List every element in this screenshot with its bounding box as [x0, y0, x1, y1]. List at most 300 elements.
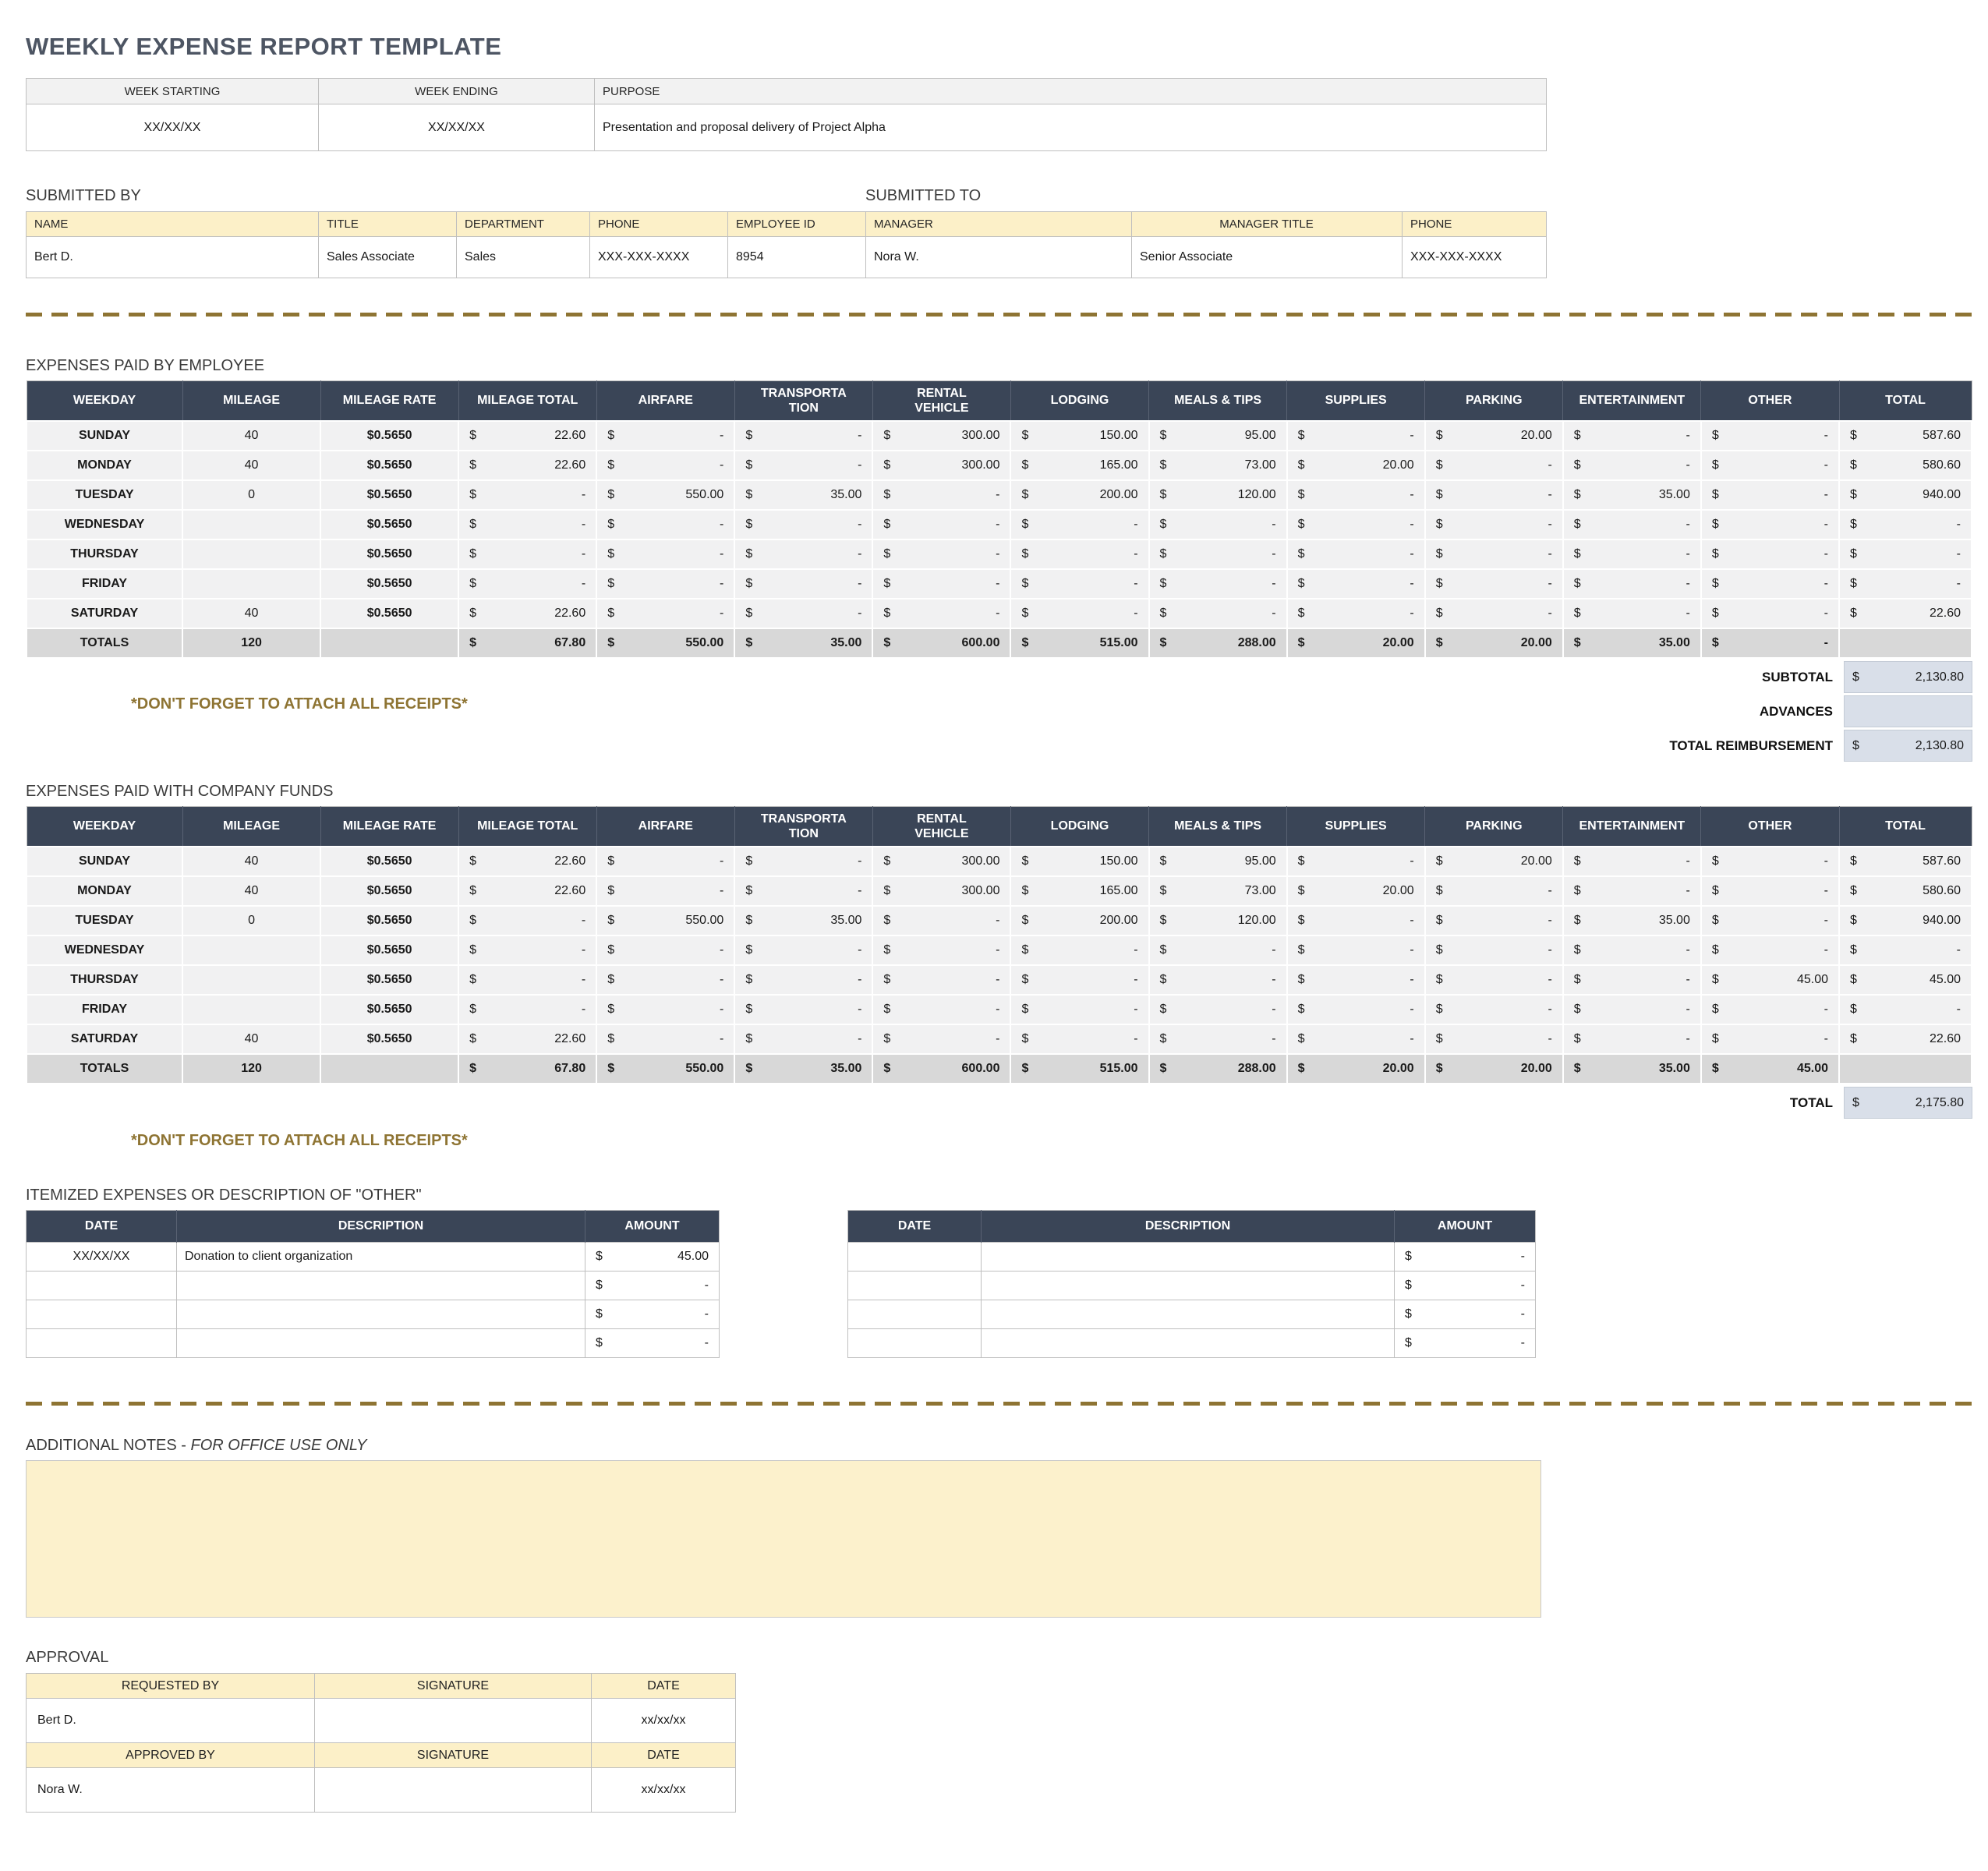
money-cell[interactable] [1839, 628, 1972, 658]
money-cell[interactable]: $ - [734, 995, 872, 1024]
money-cell[interactable] [1839, 1054, 1972, 1084]
money-cell[interactable]: $ 165.00 [1010, 876, 1148, 906]
dollar-sign: $ [1850, 429, 1857, 442]
money-cell[interactable]: $ - [458, 936, 596, 965]
mileage-rate-cell[interactable]: $0.5650 [320, 480, 458, 510]
report-page [26, 0, 1972, 1813]
summary-value-cell[interactable]: $ 2,130.80 [1844, 661, 1972, 693]
approval-signature-cell[interactable] [315, 1699, 592, 1743]
money-cell[interactable]: $ - [596, 936, 734, 965]
money-cell[interactable]: $ - [1287, 539, 1425, 569]
money-cell[interactable]: $ 22.60 [458, 599, 596, 628]
money-cell[interactable]: $ 45.00 [1701, 1054, 1839, 1084]
money-cell[interactable]: $ - [1425, 539, 1563, 569]
money-cell[interactable]: $ 150.00 [1010, 847, 1148, 876]
dollar-sign: $ [1711, 518, 1719, 531]
mileage-rate-cell[interactable]: $0.5650 [320, 936, 458, 965]
money-cell[interactable]: $ - [596, 876, 734, 906]
mileage-cell[interactable] [182, 539, 320, 569]
approval-signature-cell[interactable] [315, 1768, 592, 1813]
money-cell[interactable]: $ - [1563, 510, 1701, 539]
money-cell[interactable]: $ 95.00 [1149, 847, 1287, 876]
item-date-cell[interactable] [27, 1329, 177, 1358]
item-description-cell[interactable] [177, 1329, 585, 1358]
dollar-sign: $ [1159, 854, 1167, 868]
mileage-cell[interactable] [182, 995, 320, 1024]
money-cell[interactable]: $ - [1287, 847, 1425, 876]
item-description-cell[interactable] [177, 1300, 585, 1329]
money-cell[interactable]: $ - [1149, 995, 1287, 1024]
money-cell[interactable]: $ - [1425, 451, 1563, 480]
money-cell[interactable]: $ - [1563, 451, 1701, 480]
money-cell[interactable]: $ - [872, 995, 1010, 1024]
money-cell[interactable]: $ - [1287, 936, 1425, 965]
money-cell[interactable]: $ 940.00 [1839, 906, 1972, 936]
money-cell[interactable]: $ - [734, 421, 872, 451]
item-description-cell[interactable] [982, 1329, 1395, 1358]
money-cell[interactable]: $ - [872, 936, 1010, 965]
money-cell[interactable]: $ - [1839, 936, 1972, 965]
money-cell[interactable]: $ - [1425, 936, 1563, 965]
employee-expenses-label: EXPENSES PAID BY EMPLOYEE [26, 357, 265, 374]
manager-cell[interactable]: Nora W. [866, 237, 1132, 278]
money-cell[interactable]: $ 20.00 [1287, 1054, 1425, 1084]
money-cell[interactable]: $ - [1563, 421, 1701, 451]
money-cell[interactable]: $ - [458, 965, 596, 995]
dollar-sign: $ [745, 973, 753, 986]
money-cell[interactable]: $ - [1010, 1024, 1148, 1054]
money-cell[interactable]: $ 45.00 [1701, 965, 1839, 995]
money-cell[interactable]: $ - [1563, 995, 1701, 1024]
money-cell[interactable]: $ - [596, 847, 734, 876]
item-description-cell[interactable] [982, 1243, 1395, 1272]
approval-header-signature: SIGNATURE [315, 1743, 592, 1768]
money-cell[interactable]: $ 20.00 [1287, 628, 1425, 658]
mileage-cell[interactable] [182, 569, 320, 599]
money-cell[interactable]: $ - [872, 1024, 1010, 1054]
money-cell[interactable]: $ - [1563, 1024, 1701, 1054]
money-cell[interactable]: $ - [1010, 936, 1148, 965]
money-cell[interactable]: $ - [1287, 569, 1425, 599]
money-cell[interactable]: $ - [872, 965, 1010, 995]
money-cell[interactable]: $ - [596, 569, 734, 599]
dollar-sign: $ [883, 854, 891, 868]
money-cell[interactable]: $ 200.00 [1010, 480, 1148, 510]
dollar-sign: $ [1021, 1032, 1029, 1045]
money-cell[interactable]: $ 20.00 [1287, 876, 1425, 906]
weekday-cell[interactable]: MONDAY [27, 876, 182, 906]
money-cell[interactable]: $ 120.00 [1149, 480, 1287, 510]
money-cell[interactable]: $ - [1701, 628, 1839, 658]
dollar-sign: $ [1573, 607, 1581, 620]
money-cell[interactable]: $ - [1563, 599, 1701, 628]
name-cell[interactable]: Bert D. [27, 237, 319, 278]
money-cell[interactable]: $ - [1701, 539, 1839, 569]
mileage-rate-cell[interactable] [320, 628, 458, 658]
money-cell[interactable]: $ - [872, 480, 1010, 510]
money-cell[interactable]: $ - [1149, 599, 1287, 628]
manager-title-header: MANAGER TITLE [1132, 212, 1403, 237]
money-cell[interactable]: $ - [1425, 965, 1563, 995]
item-amount-cell[interactable]: $ - [585, 1300, 720, 1329]
receipts-note: *DON'T FORGET TO ATTACH ALL RECEIPTS* [131, 1132, 468, 1149]
money-cell[interactable]: $ - [1701, 847, 1839, 876]
mileage-cell[interactable]: 40 [182, 876, 320, 906]
purpose-cell[interactable]: Presentation and proposal delivery of Project Alpha [595, 104, 1547, 151]
money-cell[interactable]: $ - [1010, 965, 1148, 995]
money-cell[interactable]: $ - [596, 599, 734, 628]
mileage-rate-cell[interactable] [320, 1054, 458, 1084]
money-cell[interactable]: $ 22.60 [1839, 1024, 1972, 1054]
money-cell[interactable]: $ 515.00 [1010, 1054, 1148, 1084]
item-date-cell[interactable] [848, 1272, 982, 1300]
money-cell[interactable]: $ - [1287, 1024, 1425, 1054]
weekday-cell[interactable]: THURSDAY [27, 539, 182, 569]
money-cell[interactable]: $ - [458, 906, 596, 936]
money-cell[interactable]: $ - [1010, 539, 1148, 569]
money-cell[interactable]: $ 200.00 [1010, 906, 1148, 936]
item-date-cell[interactable] [848, 1243, 982, 1272]
money-cell[interactable]: $ - [1149, 965, 1287, 995]
money-cell[interactable]: $ - [734, 539, 872, 569]
money-cell[interactable]: $ - [458, 569, 596, 599]
money-cell[interactable]: $ - [1701, 569, 1839, 599]
employee-id-cell[interactable]: 8954 [728, 237, 866, 278]
money-cell[interactable]: $ - [1425, 599, 1563, 628]
money-cell[interactable]: $ 300.00 [872, 451, 1010, 480]
dollar-sign: $ [469, 973, 477, 986]
item-amount-cell[interactable]: $ 45.00 [585, 1243, 720, 1272]
money-cell[interactable]: $ 35.00 [734, 628, 872, 658]
money-cell[interactable]: $ - [1010, 510, 1148, 539]
money-cell[interactable]: $ - [872, 510, 1010, 539]
money-cell[interactable]: $ 35.00 [734, 480, 872, 510]
money-cell[interactable]: $ 587.60 [1839, 421, 1972, 451]
mileage-rate-cell[interactable]: $0.5650 [320, 539, 458, 569]
dollar-sign: $ [1021, 636, 1029, 649]
money-cell[interactable]: $ 45.00 [1839, 965, 1972, 995]
item-description-cell[interactable] [177, 1272, 585, 1300]
weekday-cell[interactable]: SATURDAY [27, 599, 182, 628]
money-cell[interactable]: $ - [596, 995, 734, 1024]
money-cell[interactable]: $ - [1287, 599, 1425, 628]
dollar-sign: $ [607, 488, 615, 501]
money-cell[interactable]: $ 120.00 [1149, 906, 1287, 936]
week-ending-cell[interactable]: XX/XX/XX [319, 104, 595, 151]
title-cell[interactable]: Sales Associate [319, 237, 457, 278]
mileage-cell[interactable]: 0 [182, 480, 320, 510]
money-cell[interactable]: $ - [1149, 1024, 1287, 1054]
summary-value-cell[interactable]: $ 2,130.80 [1844, 730, 1972, 762]
money-cell[interactable]: $ - [1287, 995, 1425, 1024]
phone-cell[interactable]: XXX-XXX-XXXX [590, 237, 728, 278]
money-cell[interactable]: $ 580.60 [1839, 876, 1972, 906]
item-amount-cell[interactable]: $ - [1395, 1300, 1536, 1329]
weekday-cell[interactable]: SUNDAY [27, 421, 182, 451]
dollar-sign: $ [1435, 1003, 1443, 1016]
money-cell[interactable]: $ 300.00 [872, 421, 1010, 451]
money-cell[interactable]: $ 550.00 [596, 480, 734, 510]
item-amount-cell[interactable]: $ - [1395, 1272, 1536, 1300]
money-cell[interactable]: $ - [1425, 510, 1563, 539]
mileage-cell[interactable]: 120 [182, 628, 320, 658]
money-cell[interactable]: $ - [1701, 906, 1839, 936]
approval-name-cell[interactable]: Nora W. [27, 1768, 315, 1813]
money-cell[interactable]: $ 35.00 [1563, 480, 1701, 510]
money-cell[interactable]: $ - [1701, 876, 1839, 906]
weekday-cell[interactable]: FRIDAY [27, 995, 182, 1024]
money-cell[interactable]: $ - [596, 965, 734, 995]
column-header-amount: AMOUNT [1395, 1211, 1536, 1243]
mileage-rate-cell[interactable]: $0.5650 [320, 906, 458, 936]
money-cell[interactable]: $ - [734, 936, 872, 965]
money-cell[interactable]: $ - [872, 539, 1010, 569]
money-cell[interactable]: $ - [1425, 480, 1563, 510]
money-cell[interactable]: $ 20.00 [1425, 847, 1563, 876]
money-cell[interactable]: $ - [1010, 995, 1148, 1024]
item-description-cell[interactable] [982, 1300, 1395, 1329]
dollar-sign: $ [469, 488, 477, 501]
money-cell[interactable]: $ - [1563, 936, 1701, 965]
approval-name-cell[interactable]: Bert D. [27, 1699, 315, 1743]
money-cell[interactable]: $ - [596, 510, 734, 539]
money-cell[interactable]: $ - [458, 480, 596, 510]
item-description-cell[interactable]: Donation to client organization [177, 1243, 585, 1272]
item-amount-cell[interactable]: $ - [585, 1272, 720, 1300]
money-cell[interactable]: $ 580.60 [1839, 451, 1972, 480]
money-cell[interactable]: $ - [1701, 599, 1839, 628]
mileage-rate-cell[interactable]: $0.5650 [320, 965, 458, 995]
department-cell[interactable]: Sales [457, 237, 590, 278]
money-cell[interactable]: $ - [1701, 936, 1839, 965]
mileage-rate-cell[interactable]: $0.5650 [320, 569, 458, 599]
mileage-rate-cell[interactable]: $0.5650 [320, 599, 458, 628]
money-cell[interactable]: $ 22.60 [458, 1024, 596, 1054]
item-date-cell[interactable] [27, 1272, 177, 1300]
dollar-sign: $ [607, 607, 615, 620]
money-cell[interactable]: $ - [1563, 965, 1701, 995]
money-cell[interactable]: $ - [1701, 451, 1839, 480]
money-cell[interactable]: $ - [1149, 539, 1287, 569]
money-cell[interactable]: $ 587.60 [1839, 847, 1972, 876]
weekday-cell[interactable]: TUESDAY [27, 906, 182, 936]
weekday-cell[interactable]: WEDNESDAY [27, 510, 182, 539]
money-cell[interactable]: $ - [734, 1024, 872, 1054]
dollar-sign: $ [607, 884, 615, 897]
money-cell[interactable]: $ - [1563, 539, 1701, 569]
dollar-sign: $ [1021, 1003, 1029, 1016]
money-cell[interactable]: $ - [1839, 510, 1972, 539]
mileage-rate-cell[interactable]: $0.5650 [320, 876, 458, 906]
summary-value-cell[interactable] [1844, 695, 1972, 727]
mileage-rate-cell[interactable]: $0.5650 [320, 995, 458, 1024]
item-date-cell[interactable]: XX/XX/XX [27, 1243, 177, 1272]
money-cell[interactable]: $ - [734, 847, 872, 876]
money-cell[interactable]: $ 35.00 [1563, 1054, 1701, 1084]
money-cell[interactable]: $ - [1839, 995, 1972, 1024]
money-cell[interactable]: $ 20.00 [1425, 628, 1563, 658]
money-cell[interactable]: $ - [596, 1024, 734, 1054]
mileage-rate-cell[interactable]: $0.5650 [320, 510, 458, 539]
money-cell[interactable]: $ - [596, 451, 734, 480]
dollar-sign: $ [1711, 914, 1719, 927]
money-cell[interactable]: $ - [1701, 995, 1839, 1024]
money-cell[interactable]: $ 67.80 [458, 1054, 596, 1084]
item-date-cell[interactable] [848, 1329, 982, 1358]
money-cell[interactable]: $ - [458, 539, 596, 569]
item-amount-cell[interactable]: $ - [585, 1329, 720, 1358]
money-cell[interactable]: $ - [734, 965, 872, 995]
money-cell[interactable]: $ 300.00 [872, 876, 1010, 906]
mileage-rate-cell[interactable]: $0.5650 [320, 847, 458, 876]
money-cell[interactable]: $ - [734, 599, 872, 628]
money-cell[interactable]: $ 22.60 [458, 421, 596, 451]
money-cell[interactable]: $ - [458, 510, 596, 539]
mileage-cell[interactable]: 40 [182, 451, 320, 480]
money-cell[interactable]: $ 20.00 [1425, 421, 1563, 451]
dollar-sign: $ [1297, 458, 1305, 472]
weekday-cell[interactable]: MONDAY [27, 451, 182, 480]
notes-box[interactable] [26, 1460, 1541, 1618]
money-cell[interactable]: $ - [1425, 995, 1563, 1024]
week-starting-cell[interactable]: XX/XX/XX [27, 104, 319, 151]
money-cell[interactable]: $ - [1149, 569, 1287, 599]
money-cell[interactable]: $ 73.00 [1149, 876, 1287, 906]
money-cell[interactable]: $ - [1701, 510, 1839, 539]
column-header-lodging: LODGING [1010, 381, 1148, 422]
money-cell[interactable]: $ 35.00 [1563, 906, 1701, 936]
weekday-cell[interactable]: FRIDAY [27, 569, 182, 599]
money-cell[interactable]: $ - [1287, 906, 1425, 936]
mileage-cell[interactable]: 0 [182, 906, 320, 936]
item-amount-cell[interactable]: $ - [1395, 1329, 1536, 1358]
money-cell[interactable]: $ 288.00 [1149, 1054, 1287, 1084]
money-cell[interactable]: $ 35.00 [734, 1054, 872, 1084]
money-cell[interactable]: $ - [1149, 936, 1287, 965]
money-cell[interactable]: $ - [872, 906, 1010, 936]
weekday-cell[interactable]: SUNDAY [27, 847, 182, 876]
money-cell[interactable]: $ - [1563, 569, 1701, 599]
weekday-cell[interactable]: TOTALS [27, 1054, 182, 1084]
mileage-rate-cell[interactable]: $0.5650 [320, 1024, 458, 1054]
money-cell[interactable]: $ - [734, 569, 872, 599]
item-date-cell[interactable] [27, 1300, 177, 1329]
mileage-cell[interactable]: 40 [182, 421, 320, 451]
item-date-cell[interactable] [848, 1300, 982, 1329]
approval-date-cell[interactable]: xx/xx/xx [592, 1768, 736, 1813]
money-cell[interactable]: $ - [1701, 421, 1839, 451]
money-cell[interactable]: $ - [596, 421, 734, 451]
dollar-sign: $ [1435, 1032, 1443, 1045]
money-cell[interactable]: $ - [1287, 421, 1425, 451]
money-cell[interactable]: $ 35.00 [734, 906, 872, 936]
approval-header-requested-by: REQUESTED BY [27, 1674, 315, 1699]
manager-phone-cell[interactable]: XXX-XXX-XXXX [1403, 237, 1547, 278]
money-cell[interactable]: $ - [1425, 876, 1563, 906]
money-cell[interactable]: $ 35.00 [1563, 628, 1701, 658]
money-cell[interactable]: $ - [1287, 510, 1425, 539]
money-cell[interactable]: $ 67.80 [458, 628, 596, 658]
mileage-cell[interactable]: 40 [182, 847, 320, 876]
mileage-cell[interactable]: 120 [182, 1054, 320, 1084]
money-cell[interactable]: $ 73.00 [1149, 451, 1287, 480]
mileage-rate-cell[interactable]: $0.5650 [320, 451, 458, 480]
weekday-cell[interactable]: THURSDAY [27, 965, 182, 995]
money-cell[interactable]: $ - [1425, 569, 1563, 599]
money-cell[interactable]: $ - [872, 599, 1010, 628]
money-cell[interactable]: $ - [458, 995, 596, 1024]
weekday-cell[interactable]: SATURDAY [27, 1024, 182, 1054]
mileage-cell[interactable]: 40 [182, 1024, 320, 1054]
money-cell[interactable]: $ - [1563, 847, 1701, 876]
money-cell[interactable]: $ - [734, 451, 872, 480]
money-cell[interactable]: $ - [1010, 569, 1148, 599]
dollar-sign: $ [1021, 458, 1029, 472]
manager-title-cell[interactable]: Senior Associate [1132, 237, 1403, 278]
mileage-rate-cell[interactable]: $0.5650 [320, 421, 458, 451]
dollar-sign: $ [607, 943, 615, 957]
money-cell[interactable]: $ 20.00 [1425, 1054, 1563, 1084]
money-cell[interactable]: $ 22.60 [1839, 599, 1972, 628]
money-cell[interactable]: $ - [1425, 1024, 1563, 1054]
money-cell[interactable]: $ - [1563, 876, 1701, 906]
item-description-cell[interactable] [982, 1272, 1395, 1300]
money-cell[interactable]: $ - [1839, 569, 1972, 599]
approval-date-cell[interactable]: xx/xx/xx [592, 1699, 736, 1743]
money-cell[interactable]: $ 22.60 [458, 876, 596, 906]
money-cell[interactable]: $ - [1149, 510, 1287, 539]
money-cell[interactable]: $ - [1287, 965, 1425, 995]
money-cell[interactable]: $ 20.00 [1287, 451, 1425, 480]
weekday-cell[interactable]: WEDNESDAY [27, 936, 182, 965]
money-cell[interactable]: $ 95.00 [1149, 421, 1287, 451]
money-cell[interactable]: $ 515.00 [1010, 628, 1148, 658]
money-cell[interactable]: $ - [734, 876, 872, 906]
weekday-cell[interactable]: TUESDAY [27, 480, 182, 510]
money-cell[interactable]: $ - [1701, 480, 1839, 510]
item-amount-cell[interactable]: $ - [1395, 1243, 1536, 1272]
money-cell[interactable]: $ 940.00 [1839, 480, 1972, 510]
money-cell[interactable]: $ - [1425, 906, 1563, 936]
money-cell[interactable]: $ 150.00 [1010, 421, 1148, 451]
money-cell[interactable]: $ 550.00 [596, 906, 734, 936]
money-cell[interactable]: $ 600.00 [872, 628, 1010, 658]
mileage-cell[interactable] [182, 510, 320, 539]
money-cell[interactable]: $ 165.00 [1010, 451, 1148, 480]
weekday-cell[interactable]: TOTALS [27, 628, 182, 658]
money-cell[interactable]: $ - [872, 569, 1010, 599]
money-cell[interactable]: $ - [596, 539, 734, 569]
money-cell[interactable]: $ - [1010, 599, 1148, 628]
money-cell[interactable]: $ 550.00 [596, 628, 734, 658]
mileage-cell[interactable]: 40 [182, 599, 320, 628]
dollar-sign: $ [1850, 973, 1857, 986]
mileage-cell[interactable] [182, 965, 320, 995]
money-cell[interactable]: $ - [1839, 539, 1972, 569]
money-cell[interactable]: $ - [1287, 480, 1425, 510]
money-cell[interactable]: $ - [1701, 1024, 1839, 1054]
money-cell[interactable]: $ - [734, 510, 872, 539]
money-cell[interactable]: $ 22.60 [458, 451, 596, 480]
summary-value-cell[interactable]: $ 2,175.80 [1844, 1087, 1972, 1119]
money-cell[interactable]: $ 300.00 [872, 847, 1010, 876]
money-cell[interactable]: $ 550.00 [596, 1054, 734, 1084]
mileage-cell[interactable] [182, 936, 320, 965]
money-cell[interactable]: $ 600.00 [872, 1054, 1010, 1084]
money-cell[interactable]: $ 288.00 [1149, 628, 1287, 658]
expense-row [27, 847, 1972, 876]
money-cell[interactable]: $ 22.60 [458, 847, 596, 876]
